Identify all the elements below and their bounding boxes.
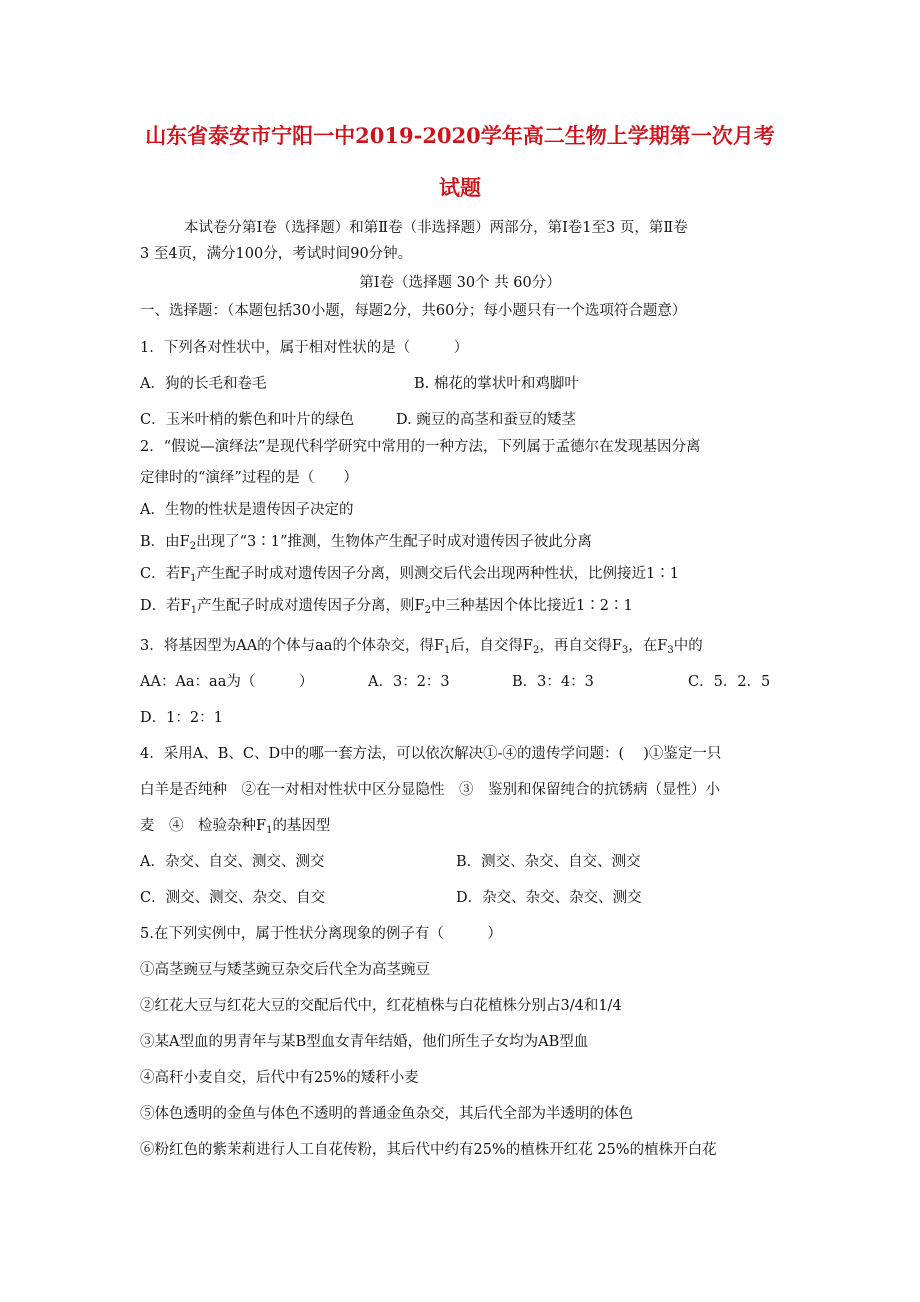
q1-option-a: A．狗的长毛和卷毛 [140, 376, 267, 392]
q3-option-a: A．3：2：3 [368, 674, 450, 690]
part1-instruction: 一、选择题：（本题包括30小题，每题2分，共60分；每小题只有一个选项符合题意） [140, 303, 687, 319]
q3-stem: 3．将基因型为AA的个体与aa的个体杂交，得$F_1$后，自交得$F_2$，再自交得$F_3$，在$F_3$中的 [140, 638, 703, 656]
q2-stem-line-2: 定律时的“演绎”过程的是（ ） [140, 470, 358, 486]
q3-option-b: B．3：4：3 [512, 674, 594, 690]
q5-stem: 5.在下列实例中，属于性状分离现象的例子有（ ） [140, 926, 502, 942]
q5-item-6: ⑥粉红色的紫茉莉进行人工自花传粉，其后代中约有25%的植株开红花 25%的植株开白花 [140, 1142, 717, 1158]
q2-option-c: C．若$F_1$产生配子时成对遗传因子分离，则测交后代会出现两种性状，比例接近1∶1 [140, 566, 679, 584]
q5-item-2: ②红花大豆与红花大豆的交配后代中，红花植株与白花植株分别占3/4和1/4 [140, 998, 622, 1014]
q2-option-b: B．由$F_2$出现了“3∶1”推测，生物体产生配子时成对遗传因子彼此分离 [140, 534, 592, 552]
title-line-1: 山东省泰安市宁阳一中2019-2020学年高二生物上学期第一次月考 [145, 123, 775, 148]
q5-item-4: ④高秆小麦自交，后代中有25%的矮秆小麦 [140, 1070, 419, 1086]
q1-option-c: C．玉米叶梢的紫色和叶片的绿色 [140, 412, 355, 428]
intro-line-2: 3 至4页，满分100分，考试时间90分钟。 [140, 246, 413, 262]
q4-option-a: A．杂交、自交、测交、测交 [140, 854, 325, 870]
q4-option-b: B．测交、杂交、自交、测交 [456, 854, 641, 870]
q5-item-5: ⑤体色透明的金鱼与体色不透明的普通金鱼杂交，其后代全部为半透明的体色 [140, 1106, 633, 1122]
q3-stem-line-2: AA：Aa：aa为（ ） [140, 674, 314, 690]
q3-option-d: D．1：2：1 [140, 710, 223, 726]
section-header: 第Ⅰ卷（选择题 30个 共 60分） [359, 275, 561, 291]
q4-option-d: D．杂交、杂交、杂交、测交 [456, 890, 642, 906]
q4-stem-line-2: 白羊是否纯种 ②在一对相对性状中区分显隐性 ③ 鉴别和保留纯合的抗锈病（显性）小 [140, 782, 720, 798]
q1-stem: 1．下列各对性状中，属于相对性状的是（ ） [140, 340, 469, 356]
q3-option-c: C．5．2．5 [688, 674, 771, 690]
q1-option-b: B. 棉花的掌状叶和鸡脚叶 [414, 376, 579, 392]
q2-option-a: A．生物的性状是遗传因子决定的 [140, 502, 354, 518]
q5-item-3: ③某A型血的男青年与某B型血女青年结婚，他们所生子女均为AB型血 [140, 1034, 589, 1050]
q5-item-1: ①高茎豌豆与矮茎豌豆杂交后代全为高茎豌豆 [140, 962, 430, 978]
q1-option-d: D. 豌豆的高茎和蚕豆的矮茎 [396, 412, 576, 428]
q2-stem-line-1: 2．“假说—演绎法”是现代科学研究中常用的一种方法，下列属于孟德尔在发现基因分离 [140, 439, 701, 455]
q4-option-c: C．测交、测交、杂交、自交 [140, 890, 326, 906]
intro-line-1: 本试卷分第Ⅰ卷（选择题）和第Ⅱ卷（非选择题）两部分，第Ⅰ卷1至3 页，第Ⅱ卷 [184, 220, 688, 236]
title-line-2: 试题 [439, 175, 481, 200]
q4-stem-line-1: 4．采用A、B、C、D中的哪一套方法，可以依次解决①-④的遗传学问题：( )①鉴定一只 [140, 746, 722, 762]
q4-stem-line-3: 麦 ④ 检验杂种$F_1$的基因型 [140, 818, 331, 836]
q2-option-d: D．若$F_1$产生配子时成对遗传因子分离，则$F_2$中三种基因个体比接近1∶2∶1 [140, 598, 633, 616]
